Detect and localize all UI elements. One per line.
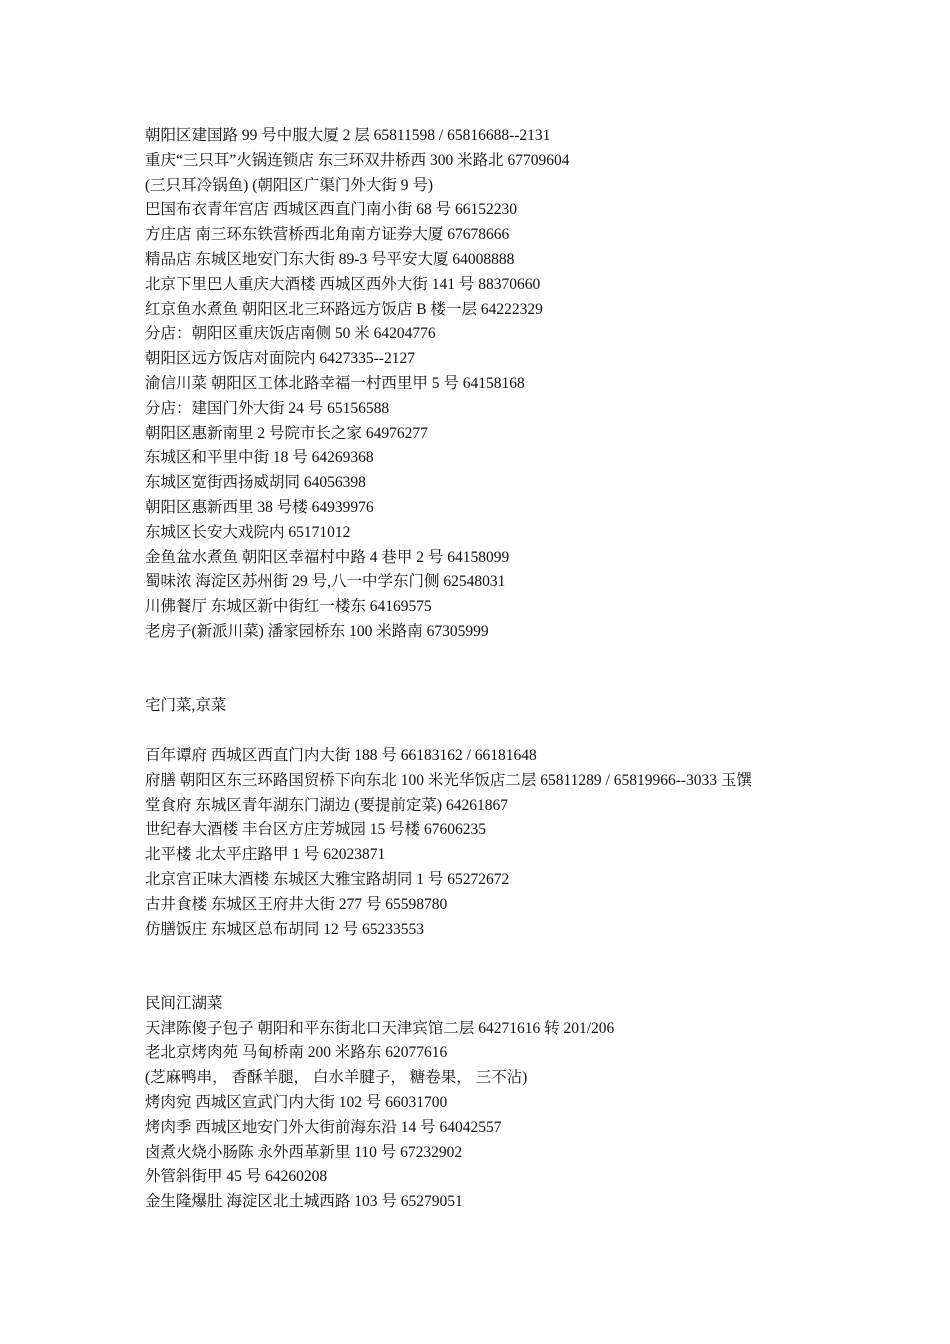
list-item: 川佛餐厅 东城区新中街红一楼东 64169575 <box>145 598 432 616</box>
list-item: 蜀味浓 海淀区苏州街 29 号,八一中学东门侧 62548031 <box>145 573 506 591</box>
list-item: 巴国布衣青年宫店 西城区西直门南小街 68 号 66152230 <box>145 201 518 219</box>
list-item: 分店：建国门外大街 24 号 65156588 <box>145 399 390 417</box>
document-body <box>145 124 865 1215</box>
list-item: 金鱼盆水煮鱼 朝阳区幸福村中路 4 巷甲 2 号 64158099 <box>145 548 510 566</box>
section-folk-cuisine <box>145 992 865 1215</box>
section-heading: 民间江湖菜 <box>145 994 223 1012</box>
list-item: 世纪春大酒楼 丰台区方庄芳城园 15 号楼 67606235 <box>145 821 487 839</box>
list-item: 老房子(新派川菜) 潘家园桥东 100 米路南 67305999 <box>145 622 489 640</box>
list-item: 朝阳区惠新南里 2 号院市长之家 64976277 <box>145 424 428 442</box>
list-item: 府膳 朝阳区东三环路国贸桥下向东北 100 米光华饭店二层 65811289 / 65819966--3033 玉馔 <box>145 771 752 789</box>
list-item: (芝麻鸭串， 香酥羊腿， 白水羊腱子， 糖卷果， 三不沾) <box>145 1069 528 1087</box>
section-spacer <box>145 645 865 695</box>
heading-spacer <box>145 719 865 744</box>
list-item: 朝阳区建国路 99 号中服大厦 2 层 65811598 / 65816688--2131 <box>145 127 551 144</box>
list-item: 朝阳区远方饭店对面院内 6427335--2127 <box>145 350 415 368</box>
list-item: 外管斜街甲 45 号 64260208 <box>145 1168 328 1186</box>
list-item: 渝信川菜 朝阳区工体北路幸福一村西里甲 5 号 64158168 <box>145 374 525 392</box>
list-item: 堂食府 东城区青年湖东门湖边 (要提前定菜) 64261867 <box>145 796 508 814</box>
list-item: 烤肉季 西城区地安门外大街前海东沿 14 号 64042557 <box>145 1118 502 1136</box>
section-spacer <box>145 942 865 992</box>
list-item: 卤煮火烧小肠陈 永外西革新里 110 号 67232902 <box>145 1143 463 1161</box>
list-item: 北平楼 北太平庄路甲 1 号 62023871 <box>145 846 386 864</box>
list-item: 红京鱼水煮鱼 朝阳区北三环路远方饭店 B 楼一层 64222329 <box>145 300 543 318</box>
list-item: 老北京烤肉苑 马甸桥南 200 米路东 62077616 <box>145 1044 448 1062</box>
list-item: (三只耳冷锅鱼) (朝阳区广渠门外大街 9 号) <box>145 176 434 194</box>
list-item: 东城区和平里中街 18 号 64269368 <box>145 449 374 467</box>
list-item: 天津陈傻子包子 朝阳和平东街北口天津宾馆二层 64271616 转 201/206 <box>145 1019 615 1037</box>
list-item: 烤肉宛 西城区宣武门内大街 102 号 66031700 <box>145 1094 448 1112</box>
list-item: 重庆“三只耳”火锅连锁店 东三环双井桥西 300 米路北 67709604 <box>145 151 570 169</box>
section-mansion-beijing-cuisine <box>145 694 865 942</box>
section-heading: 宅门菜,京菜 <box>145 697 227 715</box>
section-sichuan-restaurants <box>145 124 865 645</box>
list-item: 古井食楼 东城区王府井大街 277 号 65598780 <box>145 895 448 913</box>
list-item: 百年谭府 西城区西直门内大街 188 号 66183162 / 66181648 <box>145 746 537 764</box>
list-item: 方庄店 南三环东铁营桥西北角南方证券大厦 67678666 <box>145 226 510 244</box>
list-item: 东城区宽街西扬威胡同 64056398 <box>145 474 366 492</box>
list-item: 分店：朝阳区重庆饭店南侧 50 米 64204776 <box>145 325 436 343</box>
list-item: 北京下里巴人重庆大酒楼 西城区西外大街 141 号 88370660 <box>145 275 541 293</box>
list-item: 金生隆爆肚 海淀区北土城西路 103 号 65279051 <box>145 1193 463 1211</box>
list-item: 朝阳区惠新西里 38 号楼 64939976 <box>145 498 374 516</box>
list-item: 仿膳饭庄 东城区总布胡同 12 号 65233553 <box>145 920 425 938</box>
list-item: 北京宫正味大酒楼 东城区大雅宝路胡同 1 号 65272672 <box>145 870 510 888</box>
list-item: 精品店 东城区地安门东大街 89-3 号平安大厦 64008888 <box>145 250 515 268</box>
list-item: 东城区长安大戏院内 65171012 <box>145 523 351 541</box>
